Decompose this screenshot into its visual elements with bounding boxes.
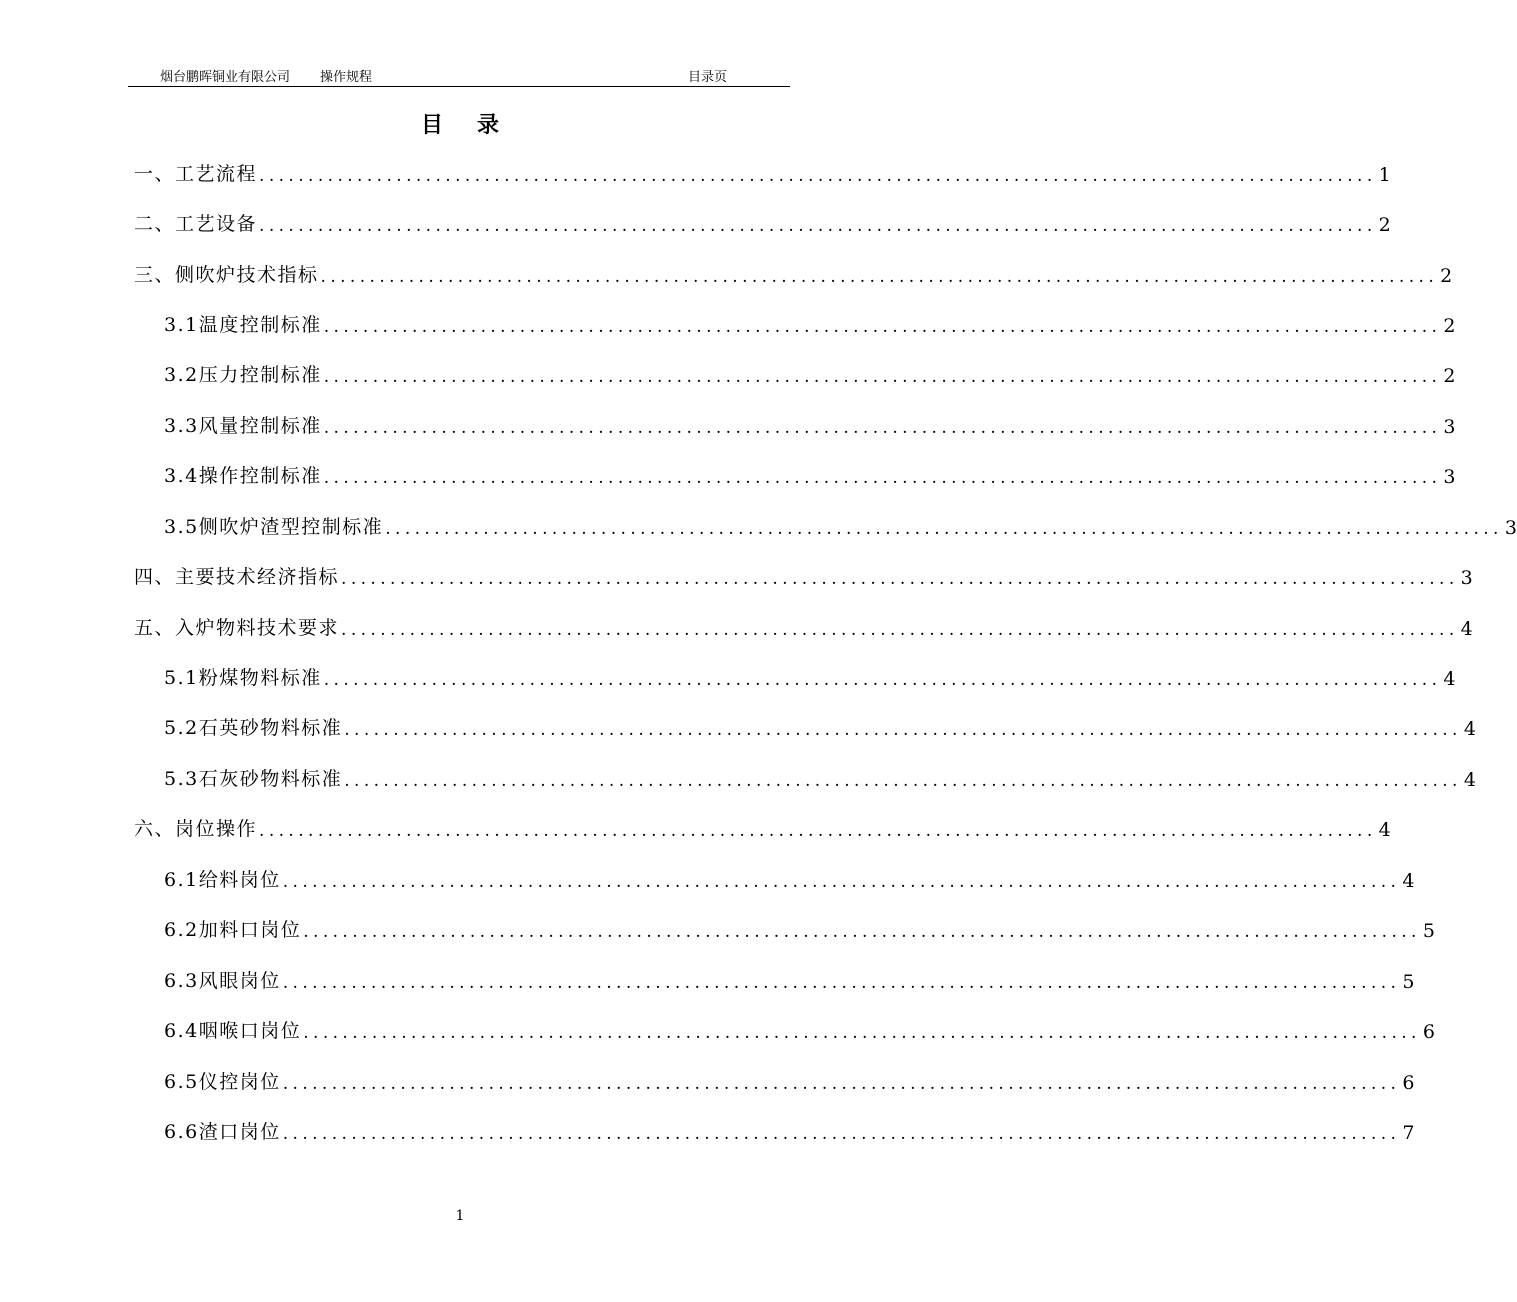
toc-entry-page: 7 [1402, 1122, 1415, 1144]
page-label: 目录页 [688, 70, 728, 85]
dot-leader: .................................................................................................................. [259, 166, 1377, 186]
toc-entry[interactable] [164, 1068, 1415, 1094]
toc-entry-label: 6.6渣口岗位 [164, 1121, 281, 1143]
toc-entry-label: 6.3风眼岗位 [164, 970, 281, 992]
toc-entry-page: 3 [1460, 567, 1473, 589]
toc-entry-page: 3 [1443, 466, 1456, 488]
toc-entry-label: 6.2加料口岗位 [164, 919, 302, 941]
toc-entry-page: 4 [1463, 718, 1476, 740]
toc-entry-label: 六、岗位操作 [134, 818, 258, 840]
toc-entry-page: 1 [1378, 164, 1391, 186]
dot-leader: .................................................................................................................. [344, 720, 1462, 740]
toc-entry[interactable] [164, 664, 1456, 690]
toc-entry-page: 4 [1378, 819, 1391, 841]
toc-entry-page: 5 [1422, 920, 1435, 942]
toc-entry-page: 4 [1460, 618, 1473, 640]
toc-entry[interactable] [134, 815, 1391, 841]
toc-entry-page: 3 [1443, 416, 1456, 438]
dot-leader: .................................................................................................................. [320, 267, 1439, 287]
toc-entry-page: 5 [1402, 971, 1415, 993]
toc-entry[interactable] [164, 462, 1456, 488]
toc-entry-label: 五、入炉物料技术要求 [134, 617, 340, 639]
toc-entry-label: 三、侧吹炉技术指标 [134, 264, 319, 286]
dot-leader: .................................................................................................................. [323, 468, 1442, 488]
toc-title: 目录 [420, 112, 533, 138]
toc-entry[interactable] [164, 765, 1476, 791]
dot-leader: .................................................................................................................. [341, 569, 1459, 589]
toc-entry[interactable] [164, 361, 1456, 387]
footer-page-number: 1 [455, 1208, 465, 1224]
toc-entry[interactable] [164, 311, 1456, 337]
toc-entry[interactable] [164, 916, 1435, 942]
toc-entry-page: 2 [1443, 315, 1456, 337]
toc-entry[interactable] [134, 614, 1473, 640]
toc-entry-page: 6 [1402, 1072, 1415, 1094]
toc-entry-page: 2 [1440, 265, 1453, 287]
toc-entry[interactable] [134, 563, 1473, 589]
page-header [128, 64, 790, 87]
dot-leader: .................................................................................................................. [282, 1124, 1401, 1144]
toc-entry-page: 4 [1443, 668, 1456, 690]
company-name: 烟台鹏晖铜业有限公司 [160, 70, 291, 85]
toc-entry-page: 6 [1422, 1021, 1435, 1043]
dot-leader: .................................................................................................................. [282, 1074, 1401, 1094]
dot-leader: .................................................................................................................. [341, 620, 1459, 640]
toc-entry[interactable] [164, 967, 1415, 993]
toc-entry-page: 2 [1378, 214, 1391, 236]
toc-entry[interactable] [134, 160, 1391, 186]
toc-entry-label: 5.3石灰砂物料标准 [164, 768, 343, 790]
toc-entry-label: 3.1温度控制标准 [164, 314, 322, 336]
dot-leader: .................................................................................................................. [323, 317, 1442, 337]
dot-leader: .................................................................................................................. [385, 519, 1503, 539]
toc-entry-label: 6.1给料岗位 [164, 869, 281, 891]
dot-leader: .................................................................................................................. [259, 216, 1377, 236]
toc-entry-label: 一、工艺流程 [134, 163, 258, 185]
toc-entry-label: 四、主要技术经济指标 [134, 566, 340, 588]
toc-entry-page: 3 [1504, 517, 1517, 539]
dot-leader: .................................................................................................................. [323, 418, 1442, 438]
dot-leader: .................................................................................................................. [303, 922, 1421, 942]
dot-leader: .................................................................................................................. [282, 973, 1401, 993]
toc-entry[interactable] [164, 714, 1476, 740]
toc-entry-page: 4 [1402, 870, 1415, 892]
toc-entry-label: 3.3风量控制标准 [164, 415, 322, 437]
dot-leader: .................................................................................................................. [344, 771, 1462, 791]
toc-entry-label: 6.5仪控岗位 [164, 1071, 281, 1093]
toc-entry-label: 6.4咽喉口岗位 [164, 1020, 302, 1042]
dot-leader: .................................................................................................................. [282, 872, 1401, 892]
toc-entry-label: 5.2石英砂物料标准 [164, 717, 343, 739]
toc-entry[interactable] [164, 412, 1456, 438]
dot-leader: .................................................................................................................. [259, 821, 1377, 841]
toc-entry[interactable] [134, 261, 1453, 287]
toc-entry[interactable] [164, 1017, 1435, 1043]
toc-entry[interactable] [164, 866, 1415, 892]
toc-entry-label: 3.2压力控制标准 [164, 364, 322, 386]
dot-leader: .................................................................................................................. [323, 670, 1442, 690]
dot-leader: .................................................................................................................. [323, 367, 1442, 387]
toc-entry[interactable] [134, 210, 1391, 236]
toc-entry-label: 3.4操作控制标准 [164, 465, 322, 487]
toc-entry-label: 5.1粉煤物料标准 [164, 667, 322, 689]
toc-entry[interactable] [164, 513, 1517, 539]
document-type: 操作规程 [320, 70, 373, 85]
toc-entry-page: 2 [1443, 365, 1456, 387]
toc-entry-page: 4 [1463, 769, 1476, 791]
dot-leader: .................................................................................................................. [303, 1023, 1421, 1043]
toc-entry-label: 3.5侧吹炉渣型控制标准 [164, 516, 384, 538]
toc-entry[interactable] [164, 1118, 1415, 1144]
toc-entry-label: 二、工艺设备 [134, 213, 258, 235]
